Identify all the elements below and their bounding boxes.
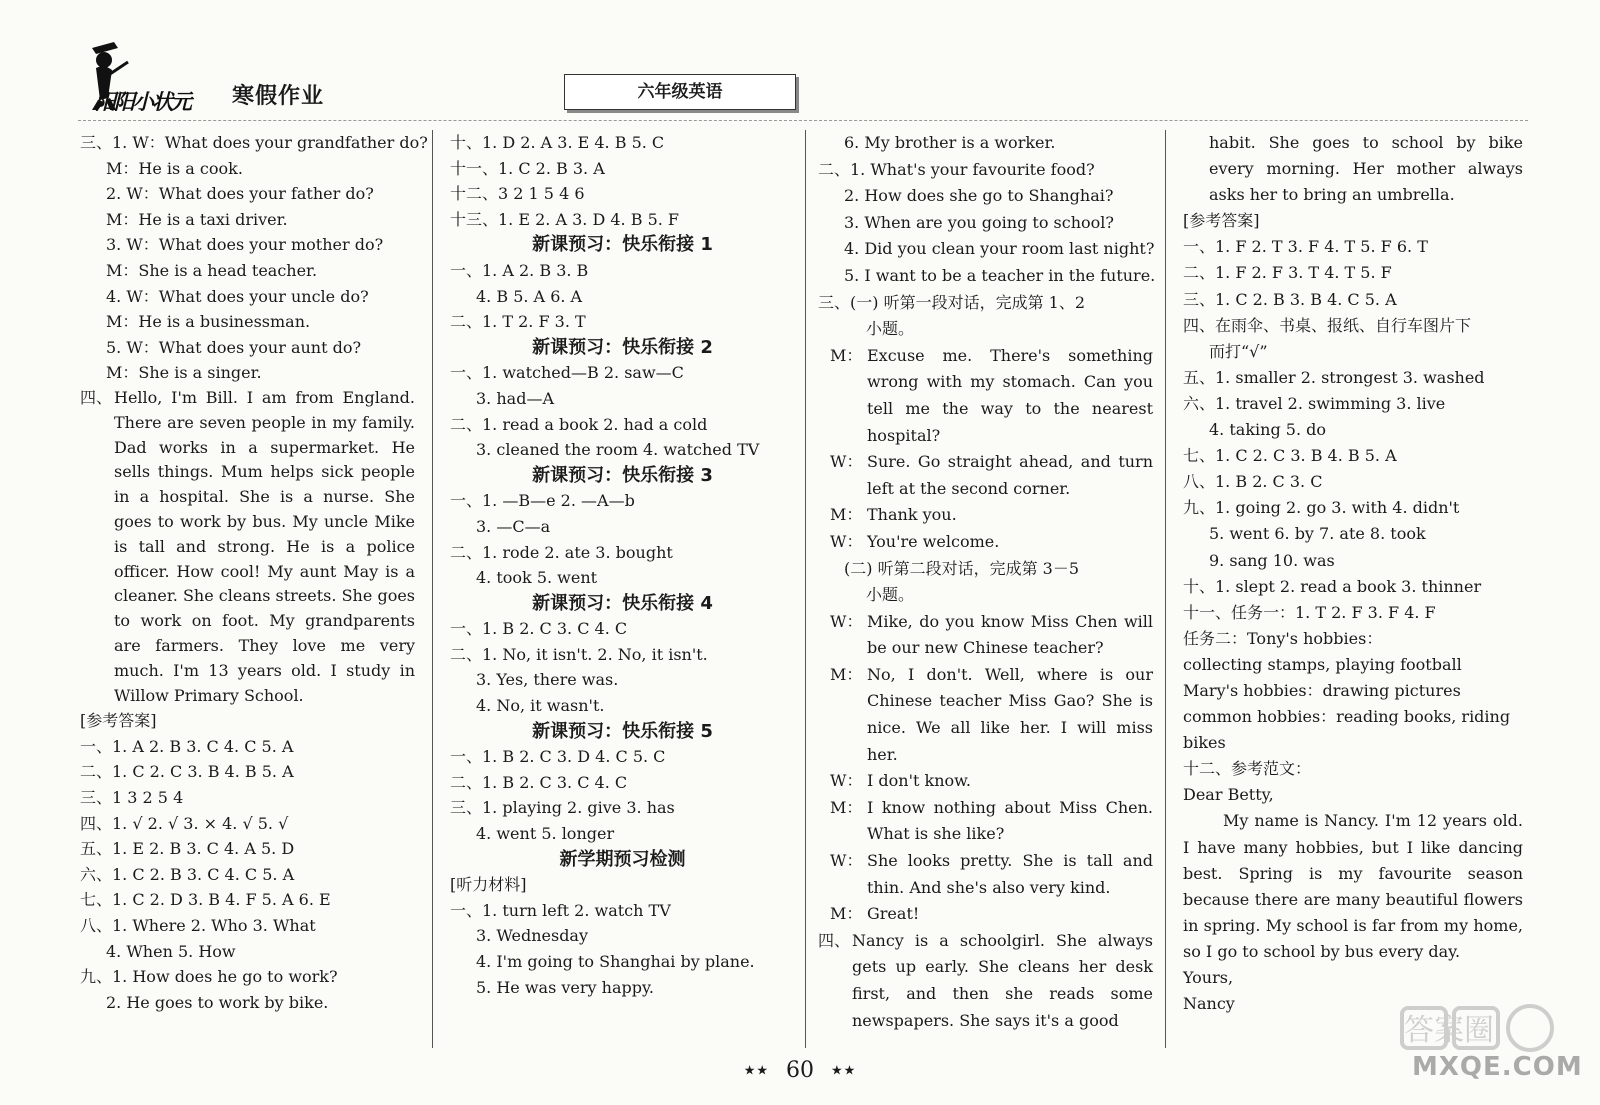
- page-footer: [0, 1058, 1600, 1083]
- star-decoration-icon: ★★: [743, 1063, 769, 1079]
- answer-line: 任务二：Tony's hobbies：: [1183, 628, 1383, 648]
- listening-part-heading: (二) 听第二段对话，完成第 3－5: [844, 558, 1080, 578]
- answer-line: 七、1. C 2. C 3. B 4. B 5. A: [1183, 446, 1397, 466]
- answer-line: 一、1. A 2. B 3. B: [450, 260, 589, 280]
- answer-line: 2. He goes to work by bike.: [106, 992, 329, 1012]
- answer-line: 四、在雨伞、书桌、报纸、自行车图片下: [1183, 315, 1472, 335]
- section-heading: 新课预习：快乐衔接 2: [532, 336, 713, 358]
- dialog-text: She looks pretty. She is tall and thin. And she's also very kind.: [867, 851, 1153, 897]
- dialog-line: [824, 795, 1153, 848]
- letter-signature: Nancy: [1183, 994, 1235, 1014]
- dialog-line: [824, 502, 1153, 529]
- answer-line: 3. —C—a: [476, 516, 551, 536]
- answer-line: 4. took 5. went: [476, 568, 598, 588]
- answer-line: 十、1. D 2. A 3. E 4. B 5. C: [450, 133, 665, 152]
- column-divider: [432, 130, 433, 1048]
- dialog-line: [824, 343, 1153, 449]
- answer-line: Mary's hobbies：drawing pictures: [1183, 680, 1461, 700]
- answer-line: 二、1. C 2. C 3. B 4. B 5. A: [80, 762, 294, 782]
- answer-line: M：He is a businessman.: [106, 312, 311, 332]
- section-heading: 新课预习：快乐衔接 1: [532, 234, 713, 256]
- answer-line: 六、1. travel 2. swimming 3. live: [1183, 393, 1446, 413]
- dialog-line: [824, 662, 1153, 768]
- column-divider: [805, 130, 806, 1048]
- answer-line: 一、1. turn left 2. watch TV: [450, 900, 671, 920]
- answer-line: 一、1. B 2. C 3. D 4. C 5. C: [450, 747, 666, 767]
- answer-line: 十二、3 2 1 5 4 6: [450, 184, 585, 204]
- brand-script-text: 阳阳小状元: [95, 89, 190, 114]
- answer-line: 三、1. C 2. B 3. B 4. C 5. A: [1183, 289, 1397, 309]
- dialog-2: [818, 609, 1153, 928]
- star-decoration-icon: ★★: [831, 1063, 857, 1079]
- answer-line: 一、1. —B—e 2. —A—b: [450, 491, 635, 511]
- answer-line: M：She is a singer.: [106, 363, 262, 383]
- speaker-label: W：: [830, 851, 863, 871]
- page-header: [0, 0, 1600, 118]
- dialog-line: [824, 901, 1153, 928]
- answer-line: 4. W：What does your uncle do?: [106, 286, 369, 306]
- answer-line: 4. When 5. How: [106, 941, 236, 961]
- speaker-label: M：: [830, 345, 863, 365]
- passage-text: Nancy is a schoolgirl. She always gets up early. She cleans her desk first, and then she reads some newspapers. She says it's a good: [852, 930, 1153, 1030]
- dialog-text: Great!: [867, 904, 920, 924]
- brand-title: 寒假作业: [232, 84, 325, 109]
- answer-line: 3. Yes, there was.: [476, 670, 619, 690]
- reading-passage: [80, 386, 415, 708]
- answer-line: 4. I'm going to Shanghai by plane.: [476, 952, 755, 971]
- letter-closing: Yours,: [1183, 968, 1234, 987]
- dialog-text: I know nothing about Miss Chen. What is she like?: [867, 797, 1153, 844]
- sample-letter-body: My name is Nancy. I'm 12 years old. I have many hobbies, but I like dancing best. Spring is my favourite season because there are many beautiful flowers in spring. My school is far from my home, so I go to school by bus every day.: [1183, 811, 1523, 961]
- speaker-label: W：: [830, 452, 863, 472]
- answer-line: 4. B 5. A 6. A: [476, 286, 583, 306]
- header-divider: [78, 120, 1528, 121]
- answer-line: 五、1. E 2. B 3. C 4. A 5. D: [80, 839, 295, 859]
- dialog-line: [824, 529, 1153, 556]
- dialog-line: [824, 848, 1153, 901]
- answer-line: 一、1. watched—B 2. saw—C: [450, 363, 684, 383]
- dialog-text: No, I don't. Well, where is our Chinese teacher Miss Gao? She is nice. We all like her. I will miss her.: [867, 664, 1153, 764]
- passage-text: Hello, I'm Bill. I am from England. There are seven people in my family. Dad works in a supermarket. He sells things. Mum helps sick people in a hospital. She is a nurse. She goes to work by bus. My uncle Mike is tall and strong. He is a police officer. How cool! My aunt May is a cleaner. She cleans streets. She goes to work on foot. My grandparents are farmers. They love me very much. I'm 13 years old. I study in Willow Primary School.: [114, 387, 415, 705]
- answer-line: 3. When are you going to school?: [844, 212, 1114, 232]
- watermark-glyphs: 答案圈: [1404, 1013, 1494, 1048]
- letter-greeting: Dear Betty,: [1183, 785, 1274, 805]
- speaker-label: W：: [830, 531, 863, 551]
- dialog-text: I don't know.: [867, 771, 972, 791]
- answer-line: 二、1. T 2. F 3. T: [450, 312, 586, 332]
- answer-line: 6. My brother is a worker.: [844, 133, 1056, 152]
- answer-key-heading: [参考答案]: [1183, 211, 1260, 231]
- answer-line: 4. went 5. longer: [476, 824, 615, 844]
- dialog-line: [824, 609, 1153, 662]
- dialog-text: Mike, do you know Miss Chen will be our new Chinese teacher?: [867, 611, 1153, 658]
- answer-line: 2. How does she go to Shanghai?: [844, 186, 1114, 206]
- answer-line: bikes: [1183, 733, 1226, 753]
- dialog-text: Thank you.: [867, 505, 957, 525]
- page-number: 60: [786, 1058, 814, 1083]
- answer-line: 而打“√”: [1209, 341, 1268, 361]
- answer-line: 三、1 3 2 5 4: [80, 788, 184, 808]
- answer-line: 一、1. B 2. C 3. C 4. C: [450, 619, 628, 639]
- answer-line: 十一、1. C 2. B 3. A: [450, 158, 605, 178]
- answer-line: 4. Did you clean your room last night?: [844, 239, 1155, 259]
- dialog-line: [824, 449, 1153, 502]
- column-3: [818, 130, 1156, 1034]
- answer-line: 4. taking 5. do: [1209, 420, 1326, 440]
- answer-line: 二、1. rode 2. ate 3. bought: [450, 542, 673, 562]
- answer-line: 5. He was very happy.: [476, 977, 654, 997]
- passage-continuation: habit. She goes to school by bike every morning. Her mother always asks her to bring an umbrella.: [1209, 133, 1523, 205]
- answer-line: 2. W：What does your father do?: [106, 184, 374, 204]
- section-label: 四、: [818, 930, 851, 950]
- answer-line: 十、1. slept 2. read a book 3. thinner: [1183, 576, 1482, 596]
- speaker-label: M：: [830, 664, 863, 684]
- answer-line: 九、1. How does he go to work?: [80, 967, 338, 987]
- answer-line: 八、1. Where 2. Who 3. What: [80, 916, 316, 936]
- dialog-text: Sure. Go straight ahead, and turn left at the second corner.: [867, 452, 1153, 498]
- answer-line: 二、1. What's your favourite food?: [818, 159, 1095, 179]
- answer-line: 三、1. W：What does your grandfather do?: [80, 133, 428, 152]
- dialog-text: You're welcome.: [867, 531, 1000, 551]
- section-label: 四、: [80, 387, 113, 407]
- answer-line: 三、1. playing 2. give 3. has: [450, 798, 675, 818]
- speaker-label: W：: [830, 611, 863, 631]
- section-heading: 新课预习：快乐衔接 3: [532, 464, 713, 486]
- answer-line: 5. went 6. by 7. ate 8. took: [1209, 524, 1426, 544]
- speaker-label: M：: [830, 505, 863, 525]
- section-heading: 新课预习：快乐衔接 4: [532, 592, 713, 614]
- answer-line: 3. had—A: [476, 388, 554, 408]
- answer-line: 9. sang 10. was: [1209, 550, 1335, 570]
- answer-line: 一、1. F 2. T 3. F 4. T 5. F 6. T: [1183, 237, 1428, 257]
- answer-line: M：He is a cook.: [106, 158, 243, 178]
- answer-line: 六、1. C 2. B 3. C 4. C 5. A: [80, 864, 295, 884]
- answer-line: M：She is a head teacher.: [106, 260, 318, 280]
- listening-part-heading: 小题。: [866, 585, 915, 605]
- grade-subject-label: 六年级英语: [564, 74, 796, 110]
- reading-passage: [818, 928, 1153, 1034]
- dialog-line: [824, 768, 1153, 795]
- answer-line: 二、1. B 2. C 3. C 4. C: [450, 772, 628, 792]
- answer-line: 二、1. F 2. F 3. T 4. T 5. F: [1183, 263, 1392, 283]
- answer-line: 3. Wednesday: [476, 926, 589, 946]
- listening-material-label: [听力材料]: [450, 875, 527, 895]
- section-heading: 新课预习：快乐衔接 5: [532, 720, 713, 742]
- column-4: [1183, 130, 1523, 1017]
- section-heading: 新学期预习检测: [559, 848, 686, 870]
- answer-line: 八、1. B 2. C 3. C: [1183, 472, 1323, 492]
- answer-line: 5. I want to be a teacher in the future.: [844, 265, 1156, 285]
- answer-line: 5. W：What does your aunt do?: [106, 337, 362, 357]
- answer-line: 3. cleaned the room 4. watched TV: [476, 440, 760, 460]
- speaker-label: W：: [830, 771, 863, 791]
- answer-line: 五、1. smaller 2. strongest 3. washed: [1183, 367, 1485, 387]
- answer-key-heading: [参考答案]: [80, 711, 157, 731]
- answer-line: 十二、参考范文：: [1183, 759, 1312, 779]
- column-divider: [1165, 130, 1166, 1048]
- answer-line: 九、1. going 2. go 3. with 4. didn't: [1183, 498, 1460, 518]
- answer-line: 一、1. A 2. B 3. C 4. C 5. A: [80, 736, 294, 756]
- answer-line: collecting stamps, playing football: [1183, 654, 1462, 674]
- dialog-text: Excuse me. There's something wrong with my stomach. Can you tell me the way to the nearest hospital?: [867, 345, 1153, 445]
- watermark-text: MXQE.COM: [1412, 1052, 1583, 1082]
- answer-line: common hobbies：reading books, riding: [1183, 707, 1511, 727]
- listening-part-heading: 小题。: [866, 319, 915, 339]
- answer-line: 十一、任务一：1. T 2. F 3. F 4. F: [1183, 602, 1436, 622]
- answer-line: 3. W：What does your mother do?: [106, 235, 384, 255]
- answer-line: 十三、1. E 2. A 3. D 4. B 5. F: [450, 209, 680, 229]
- column-2: [450, 130, 795, 1000]
- speaker-label: M：: [830, 797, 863, 817]
- answer-line: 四、1. √ 2. √ 3. × 4. √ 5. √: [80, 813, 289, 833]
- answer-line: 4. No, it wasn't.: [476, 696, 605, 716]
- dialog-1: [818, 343, 1153, 556]
- listening-part-heading: 三、(一) 听第一段对话，完成第 1、2: [818, 292, 1086, 312]
- answer-line: 二、1. read a book 2. had a cold: [450, 414, 708, 434]
- speaker-label: M：: [830, 904, 863, 924]
- answer-line: 七、1. C 2. D 3. B 4. F 5. A 6. E: [80, 890, 331, 910]
- column-1: [80, 130, 428, 1015]
- answer-line: M：He is a taxi driver.: [106, 209, 288, 229]
- answer-line: 二、1. No, it isn't. 2. No, it isn't.: [450, 644, 708, 664]
